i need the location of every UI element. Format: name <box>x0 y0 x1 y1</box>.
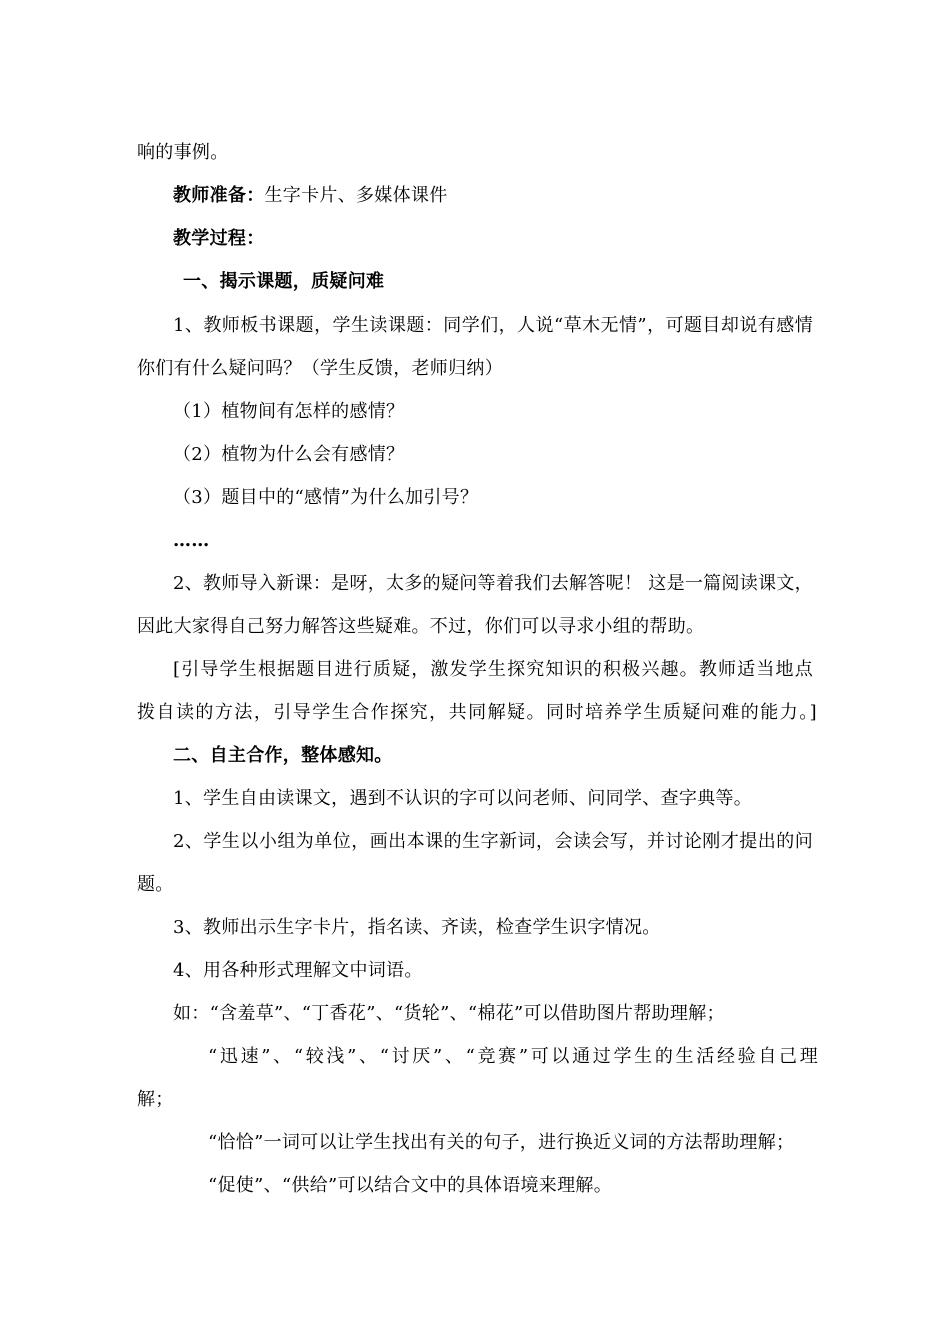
section-1-heading: 一、揭示课题，质疑问难 <box>183 271 385 292</box>
question-1: （1）植物间有怎样的感情？ <box>173 401 405 422</box>
example-life-experience-line-2: 解； <box>137 1089 174 1110</box>
section-1-paragraph-2-line-2: 因此大家得自己努力解答这些疑难。不过，你们可以寻求小组的帮助。 <box>137 616 705 637</box>
section-2-item-3: 3、教师出示生字卡片，指名读、齐读，检查学生识字情况。 <box>173 917 661 938</box>
example-pictures: 如：“含羞草”、“丁香花”、“货轮”、“棉花”可以借助图片帮助理解； <box>173 1003 725 1024</box>
example-life-experience-line-1: “迅速”、“较浅”、“讨厌”、“竞赛”可以通过学生的生活经验自己理 <box>208 1046 818 1067</box>
section-2-item-2-line-2: 题。 <box>137 874 174 895</box>
example-synonyms: “恰恰”一词可以让学生找出有关的句子，进行换近义词的方法帮助理解； <box>208 1132 795 1153</box>
section-2-item-4: 4、用各种形式理解文中词语。 <box>173 960 423 981</box>
section-1-note-line-2: 拨自读的方法，引导学生合作探究，共同解疑。同时培养学生质疑问难的能力。] <box>137 702 817 723</box>
section-1-note-line-1: [引导学生根据题目进行质疑，激发学生探究知识的积极兴趣。教师适当地点 <box>173 659 813 680</box>
section-1-paragraph-1-line-1: 1、教师板书课题，学生读课题：同学们，人说“草木无情”，可题目却说有感情 <box>173 315 813 336</box>
section-1-paragraph-2-line-1: 2、教师导入新课：是呀，太多的疑问等着我们去解答呢！ 这是一篇阅读课文， <box>173 573 813 594</box>
section-2-item-1: 1、学生自由读课文，遇到不认识的字可以问老师、问同学、查字典等。 <box>173 788 753 809</box>
section-1-paragraph-1-line-2: 你们有什么疑问吗？（学生反馈，老师归纳） <box>137 358 503 379</box>
teacher-preparation-value: 生字卡片、多媒体课件 <box>264 185 448 206</box>
question-3: （3）题目中的“感情”为什么加引号？ <box>173 487 479 508</box>
section-2-heading: 二、自主合作，整体感知。 <box>173 745 393 766</box>
example-context: “促使”、“供给”可以结合文中的具体语境来理解。 <box>208 1175 613 1196</box>
question-2: （2）植物为什么会有感情？ <box>173 444 405 465</box>
section-2-item-2-line-1: 2、学生以小组为单位，画出本课的生字新词，会读会写，并讨论刚才提出的问 <box>173 831 813 852</box>
paragraph-continuation: 响的事例。 <box>137 142 229 163</box>
ellipsis: …… <box>173 530 210 551</box>
teacher-preparation <box>173 184 448 208</box>
teaching-process-heading: 教学过程： <box>173 228 265 249</box>
teacher-preparation-label: 教师准备： <box>173 185 265 206</box>
